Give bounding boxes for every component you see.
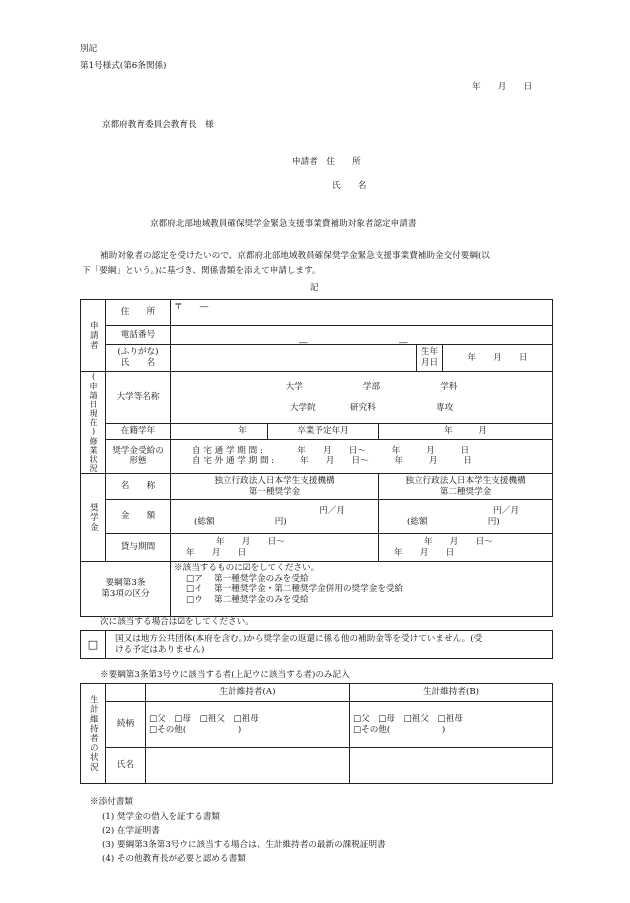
loan-period-field-1[interactable]: 年 月 日～ 年 月 日	[171, 534, 379, 562]
scholarship-type-1: 独立行政法人日本学生支援機構 第一種奨学金	[171, 474, 379, 500]
guardian-table	[80, 683, 553, 784]
guardian-name-field-b[interactable]	[350, 748, 553, 784]
body-text-line-2: 下「要綱」という。)に基づき、関係書類を添えて申請します。	[82, 266, 321, 276]
amount-field-1[interactable]: 円／月 (総額 円)	[171, 500, 379, 534]
option-u-checkbox[interactable]: □ウ 第二種奨学金のみを受給	[186, 595, 309, 606]
section-label: 要綱第3条 第3項の区分	[81, 562, 171, 617]
relation-field-a[interactable]: □父 □母 □祖父 □祖母 □その他( )	[146, 702, 350, 748]
check2-lead: 次に該当する場合は☑をしてください。	[100, 617, 254, 627]
declaration-table	[80, 630, 553, 659]
scholarship-form-field[interactable]: 自 宅 通 学 期 間 : 年 月 日～ 年 月 日 自 宅 外 通 学 期 間 : 年 月 日～ 年 月 日	[171, 439, 553, 473]
applicant-section-label: 申請者	[81, 300, 106, 372]
declaration-text: 国又は地方公共団体(本府を含む。)から奨学金の返還に係る他の補助金等を受けていません。(受 ける予定はありません)	[106, 631, 553, 659]
address-field[interactable]: 〒 ―	[171, 300, 553, 326]
loan-period-field-2[interactable]: 年 月 日～ 年 月 日	[379, 534, 553, 562]
attachment-item: (3) 要綱第3条第3号ウに該当する場合は、生計維持者の最新の課税証明書	[102, 840, 386, 850]
option-a-checkbox[interactable]: □ア 第一種奨学金のみを受給	[186, 573, 309, 584]
scholarship-name-label: 名 称	[106, 474, 171, 500]
birth-field[interactable]: 年 月 日	[443, 345, 553, 372]
guardian-section-label: 生計維持者の状況	[81, 684, 106, 784]
declaration-checkbox[interactable]: □	[81, 631, 106, 659]
annex-note: 別記	[80, 44, 98, 54]
scholarship-section-label: 奨学金	[81, 474, 106, 562]
guardian-name-label: 氏名	[106, 748, 146, 784]
address-label: 住 所	[106, 300, 171, 326]
grad-ym-label: 卒業予定年月	[268, 424, 379, 440]
applicant-address-label: 申請者 住 所	[292, 157, 361, 167]
scholarship-form-label: 奨学金受給の 形態	[106, 439, 171, 473]
school-name-field[interactable]: 大学 学部 学科 大学院 研究科 専攻	[171, 372, 553, 424]
section-options: ※該当するものに☑をしてください。 □ア 第一種奨学金のみを受給 □イ 第一種奨学金・第二種奨学金併用の奨学金を受給 □ウ 第二種奨学金のみを受給	[171, 562, 553, 617]
date-line: 年 月 日	[472, 82, 533, 92]
attachment-item: (2) 在学証明書	[102, 826, 160, 836]
body-text-line-1: 補助対象者の認定を受けたいので、京都府北部地域教員確保奨学金緊急支援事業費補助金交付要綱(以	[100, 251, 490, 261]
grad-ym-field[interactable]: 年 月	[379, 424, 553, 440]
option-i-checkbox[interactable]: □イ 第一種奨学金・第二種奨学金併用の奨学金を受給	[186, 584, 404, 595]
ki-heading: 記	[310, 283, 319, 293]
addressee: 京都府教育委員会教育長 様	[102, 120, 214, 130]
guardian-name-field-a[interactable]	[146, 748, 350, 784]
relation-field-b[interactable]: □父 □母 □祖父 □祖母 □その他( )	[350, 702, 553, 748]
attachments-title: ※添付書類	[90, 797, 133, 807]
attachment-item: (1) 奨学金の借入を証する書類	[102, 812, 221, 822]
guardian-lead: ※要綱第3条第3号ウに該当する者(上記ウに該当する者)のみ記入	[100, 670, 350, 680]
document-title: 京都府北部地域教員確保奨学金緊急支援事業費補助対象者認定申請書	[150, 219, 417, 229]
grade-label: 在籍学年	[106, 424, 171, 440]
guardian-a-header: 生計維持者(A)	[146, 684, 350, 702]
attachment-item: (4) その他教育長が必要と認める書類	[102, 854, 246, 864]
applicant-name-label: 氏 名	[332, 181, 367, 191]
loan-period-label: 貸与期間	[106, 534, 171, 562]
scholarship-type-2: 独立行政法人日本学生支援機構 第二種奨学金	[379, 474, 553, 500]
application-table	[80, 299, 553, 617]
amount-field-2[interactable]: 円／月 (総額 円)	[379, 500, 553, 534]
grade-field[interactable]: 年	[171, 424, 268, 440]
phone-field[interactable]: ― ―	[171, 326, 553, 345]
guardian-b-header: 生計維持者(B)	[350, 684, 553, 702]
birth-label: 生年月日	[417, 345, 443, 372]
study-status-label: (申請日現在)修業状況	[81, 372, 106, 474]
amount-label: 金 額	[106, 500, 171, 534]
school-name-label: 大学等名称	[106, 372, 171, 424]
form-number: 第1号様式(第6条関係)	[80, 61, 167, 71]
relation-label: 続柄	[106, 702, 146, 748]
name-label: (ふりがな) 氏 名	[106, 345, 171, 372]
name-field[interactable]	[171, 345, 417, 372]
phone-label: 電話番号	[106, 326, 171, 345]
